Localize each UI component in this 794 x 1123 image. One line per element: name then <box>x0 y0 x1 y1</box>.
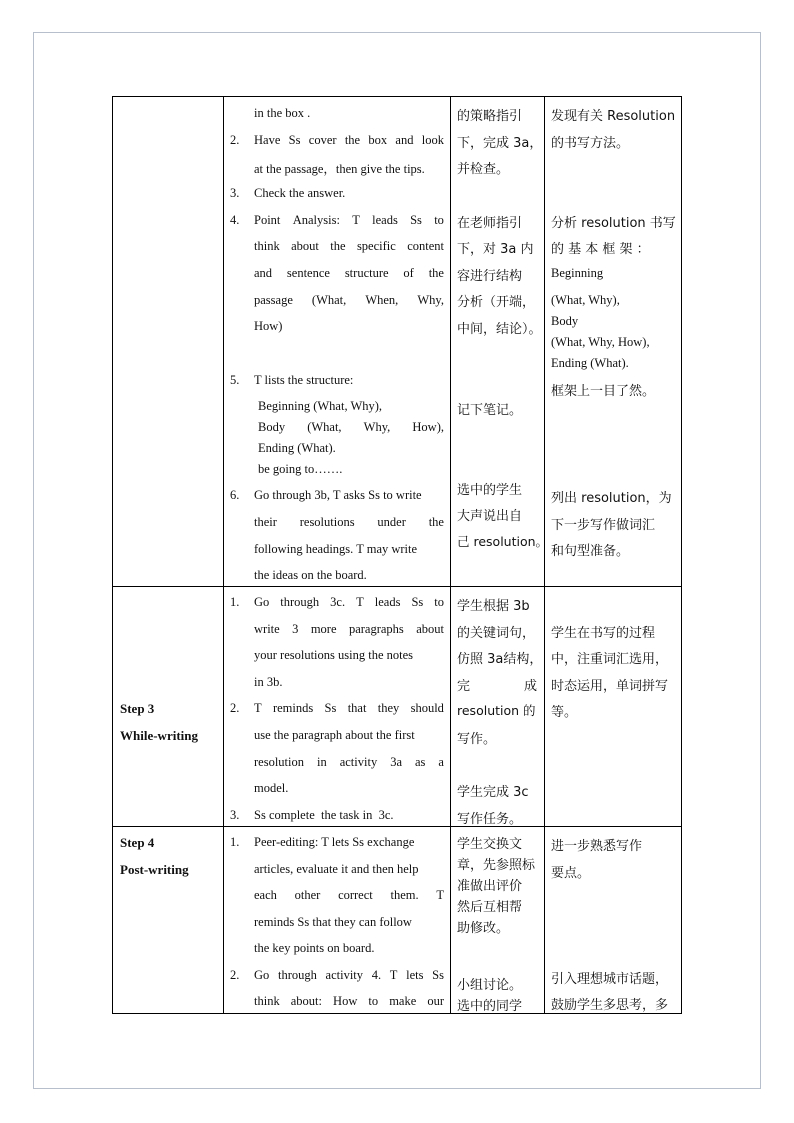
purpose-line: 时态运用，单词拼写 <box>551 679 669 694</box>
procedure-line: your resolutions using the notes <box>254 648 414 662</box>
purpose-line: 中，注重词汇选用， <box>551 652 669 667</box>
procedure-line: Point Analysis: T leads Ss to <box>254 213 444 227</box>
activity-line: 准做出评价 <box>457 879 523 894</box>
activity-line: 然后互相帮 <box>457 900 523 915</box>
step-title: Step 4 <box>120 835 155 850</box>
activity-line: 小组讨论。 <box>457 978 523 993</box>
purpose-line: 下一步写作做词汇 <box>551 518 656 533</box>
purpose-line: 引入理想城市话题， <box>551 972 669 987</box>
purpose-cell <box>545 97 682 587</box>
procedure-line: at the passage，then give the tips. <box>254 162 425 176</box>
procedure-line: each other correct them. T <box>254 888 444 902</box>
activity-line: 助修改。 <box>457 921 510 936</box>
procedure-line: in 3b. <box>254 675 283 689</box>
step-cell <box>113 97 224 587</box>
procedure-line: their resolutions under the <box>254 515 444 529</box>
procedure-number: 2. <box>230 968 240 982</box>
purpose-line: 发现有关 Resolution <box>551 109 676 124</box>
procedure-line: Have Ss cover the box and look <box>254 133 444 147</box>
procedure-line: T reminds Ss that they should <box>254 701 444 715</box>
procedure-line: resolution in activity 3a as a <box>254 755 444 769</box>
structure-line: Body (What, Why, How), <box>258 420 444 434</box>
procedure-line: think about the specific content <box>254 239 444 253</box>
table-row <box>113 97 682 587</box>
procedure-number: 3. <box>230 808 240 822</box>
activity-line: 学生完成 3c <box>457 785 529 800</box>
purpose-line: 的 基 本 框 架 ： <box>551 242 650 257</box>
purpose-line: 要点。 <box>551 866 591 881</box>
activity-line: 在老师指引 <box>457 216 523 231</box>
purpose-line: 框架上一目了然。 <box>551 384 656 399</box>
purpose-line: (What, Why), <box>551 293 620 307</box>
procedure-line: Go through 3b, T asks Ss to write <box>254 488 422 502</box>
activity-line: 的关键词句， <box>457 626 536 641</box>
procedure-line: Go through activity 4. T lets Ss <box>254 968 444 982</box>
table-row <box>113 587 682 827</box>
table-row <box>113 827 682 1014</box>
purpose-line: (What, Why, How), <box>551 335 650 349</box>
procedure-line: use the paragraph about the first <box>254 728 415 742</box>
purpose-line: 的书写方法。 <box>551 136 630 151</box>
activity-line: 大声说出自 <box>457 509 523 524</box>
structure-line: be going to……. <box>258 462 343 476</box>
student-activity-cell <box>451 587 545 827</box>
purpose-line: 等。 <box>551 705 578 720</box>
activity-line: 己 resolution。 <box>457 534 549 549</box>
procedure-number: 1. <box>230 595 240 609</box>
procedure-line: reminds Ss that they can follow <box>254 915 412 929</box>
activity-line: 完 成 <box>457 679 537 694</box>
structure-line: Ending (What). <box>258 441 336 455</box>
purpose-line: Body <box>551 314 579 328</box>
activity-line: 章，先参照标 <box>457 858 536 873</box>
step-name: While-writing <box>120 728 198 743</box>
procedure-line: Ss complete the task in 3c. <box>254 808 394 822</box>
procedure-line: the ideas on the board. <box>254 568 367 582</box>
student-activity-cell <box>451 827 545 1014</box>
purpose-line: 进一步熟悉写作 <box>551 839 643 854</box>
activity-line: 选中的学生 <box>457 483 523 498</box>
procedure-line: following headings. T may write <box>254 542 418 556</box>
activity-line: resolution 的 <box>457 703 536 718</box>
activity-line: 写作。 <box>457 732 497 747</box>
purpose-cell <box>545 587 682 827</box>
step-title: Step 3 <box>120 701 155 716</box>
purpose-line: Ending (What). <box>551 356 629 370</box>
activity-line: 分析（开端， <box>457 295 536 310</box>
purpose-line: 学生在书写的过程 <box>551 626 656 641</box>
procedure-cell <box>224 587 451 827</box>
procedure-line: passage (What, When, Why, <box>254 293 444 307</box>
lesson-plan-table <box>112 96 682 1014</box>
procedure-line: and sentence structure of the <box>254 266 444 280</box>
activity-line: 学生交换文 <box>457 837 523 852</box>
purpose-line: Beginning <box>551 266 604 280</box>
procedure-number: 4. <box>230 213 240 227</box>
procedure-line: articles, evaluate it and then help <box>254 862 419 876</box>
activity-line: 选中的同学 <box>457 999 523 1014</box>
step-name: Post-writing <box>120 862 189 877</box>
procedure-line: Go through 3c. T leads Ss to <box>254 595 444 609</box>
procedure-number: 5. <box>230 373 240 387</box>
procedure-number: 6. <box>230 488 240 502</box>
activity-line: 仿照 3a结构， <box>457 652 543 667</box>
procedure-line: Peer-editing: T lets Ss exchange <box>254 835 415 849</box>
activity-line: 写作任务。 <box>457 812 523 827</box>
purpose-line: 鼓励学生多思考，多 <box>551 998 669 1013</box>
activity-line: 的策略指引 <box>457 109 523 124</box>
activity-line: 下，完成 3a， <box>457 136 543 151</box>
purpose-cell <box>545 827 682 1014</box>
procedure-number: 3. <box>230 186 240 200</box>
activity-line: 记下笔记。 <box>457 403 523 418</box>
procedure-line: How) <box>254 319 283 333</box>
purpose-line: 和句型准备。 <box>551 544 630 559</box>
activity-line: 中间，结论）。 <box>457 322 542 337</box>
procedure-number: 1. <box>230 835 240 849</box>
structure-line: Beginning (What, Why), <box>258 399 383 413</box>
step-cell <box>113 587 224 827</box>
procedure-line: Check the answer. <box>254 186 346 200</box>
procedure-cell <box>224 827 451 1014</box>
procedure-line: in the box . <box>254 106 311 120</box>
step-cell <box>113 827 224 1014</box>
student-activity-cell <box>451 97 549 587</box>
procedure-cell <box>224 97 451 587</box>
procedure-number: 2. <box>230 701 240 715</box>
procedure-number: 2. <box>230 133 240 147</box>
activity-line: 下，对 3a 内 <box>457 242 534 257</box>
purpose-line: 列出 resolution，为 <box>551 491 672 506</box>
activity-line: 学生根据 3b <box>457 599 530 614</box>
purpose-line: 分析 resolution 书写 <box>551 216 676 231</box>
procedure-line: model. <box>254 781 289 795</box>
procedure-line: write 3 more paragraphs about <box>254 622 444 636</box>
procedure-line: T lists the structure: <box>254 373 354 387</box>
procedure-line: think about: How to make our <box>254 994 444 1008</box>
procedure-line: the key points on board. <box>254 941 375 955</box>
activity-line: 容进行结构 <box>457 269 523 284</box>
activity-line: 并检查。 <box>457 162 510 177</box>
